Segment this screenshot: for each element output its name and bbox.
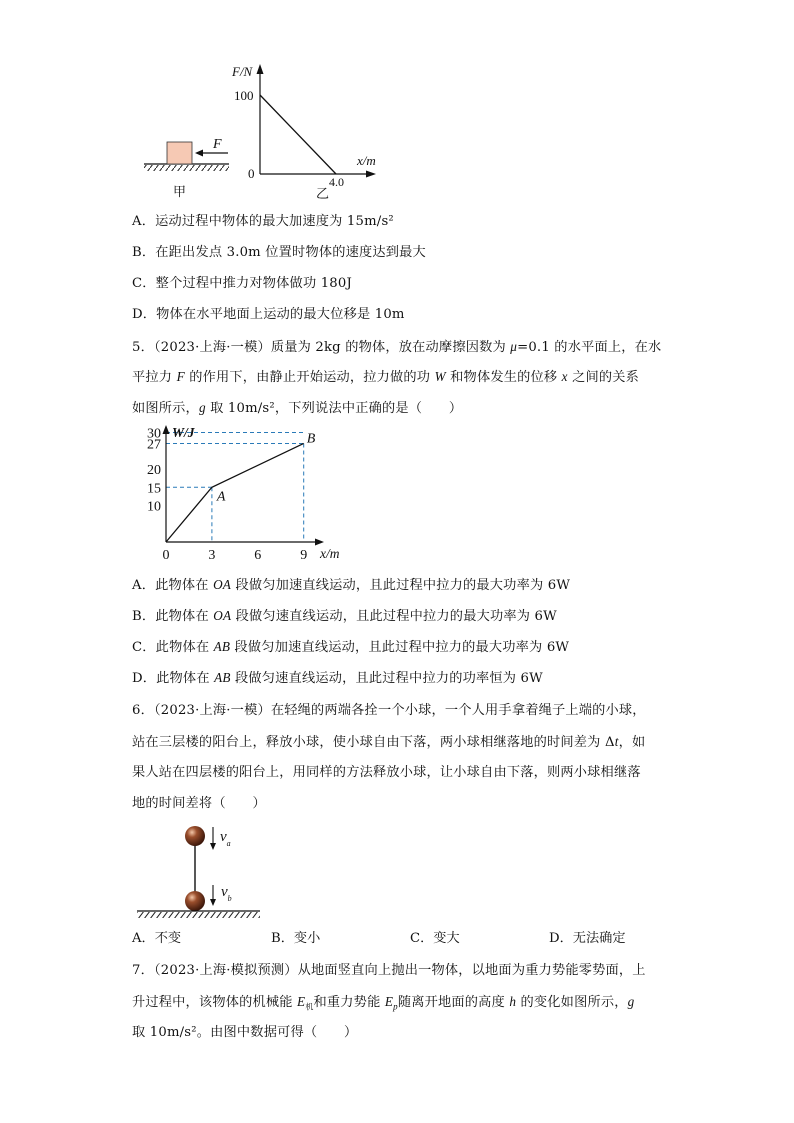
velocity-b: $v_b$ (221, 884, 232, 903)
wx-y-axis-label: W/J (172, 425, 195, 440)
force-figure (0, 0, 794, 210)
q6-option-c: C．变大 (410, 931, 460, 946)
q5-stem-line-2: 平拉力 F 的作用下，由静止开始运动，拉力做的功 W 和物体发生的位移 x 之间的关系 (132, 369, 640, 385)
arrow-down-icon (210, 827, 216, 850)
arrow-down-icon (210, 885, 216, 906)
force-arrow (195, 150, 228, 157)
q6-option-a: A．不变 (132, 931, 182, 946)
wx-x-tick: 0 (162, 548, 170, 563)
wx-x-tick: 9 (300, 548, 308, 563)
balls-figure (0, 815, 794, 925)
q6-stem-line-2: 站在三层楼的阳台上，释放小球，使小球自由下落，两小球相继落地的时间差为 Δt，如 (132, 734, 646, 750)
wx-x-tick: 3 (208, 548, 216, 563)
q5-stem-line-1: 5．（2023·上海·一模）质量为 2kg 的物体，放在动摩擦因数为 μ=0.1 的水平面上，在水 (132, 339, 662, 355)
wx-y-tick: 20 (147, 463, 161, 478)
force-label: F (213, 137, 222, 152)
wx-point-label-b: B (306, 431, 316, 447)
wx-x-tick: 6 (254, 548, 262, 563)
q5-option-a: A．此物体在 OA 段做匀加速直线运动，且此过程中拉力的最大功率为 6W (132, 577, 571, 593)
q4-option-a: A．运动过程中物体的最大加速度为 15m/s² (132, 214, 394, 229)
block (167, 142, 192, 164)
q7-stem-line-3: 取 10m/s²。由图中数据可得（ ） (132, 1025, 358, 1040)
wx-y-tick: 27 (147, 437, 161, 453)
q4-option-d: D．物体在水平地面上运动的最大位移是 10m (132, 307, 405, 322)
fx-origin: 0 (248, 166, 255, 181)
q4-option-b: B．在距出发点 3.0m 位置时物体的速度达到最大 (132, 245, 426, 260)
wx-y-tick: 15 (147, 481, 161, 497)
q6-option-b: B．变小 (271, 931, 321, 946)
wx-chart (0, 420, 794, 570)
q5-stem-line-3: 如图所示，g 取 10m/s²，下列说法中正确的是（ ） (132, 400, 463, 416)
velocity-a: $v_a$ (220, 829, 231, 848)
label-yi: 乙 (316, 186, 330, 201)
ground-left (144, 164, 229, 171)
q7-stem-line-1: 7．（2023·上海·模拟预测）从地面竖直向上抛出一物体，以地面为重力势能零势面，上 (132, 963, 646, 978)
q5-option-d: D．此物体在 AB 段做匀速直线运动，且此过程中拉力的功率恒为 6W (132, 670, 543, 686)
wx-y-tick: 10 (147, 499, 161, 515)
fx-y-value: 100 (234, 88, 254, 103)
wx-x-axis-label: x/m (320, 546, 340, 561)
q5-option-c: C．此物体在 AB 段做匀加速直线运动，且此过程中拉力的最大功率为 6W (132, 639, 570, 655)
q4-option-c: C．整个过程中推力对物体做功 180J (132, 276, 352, 291)
label-jia: 甲 (173, 184, 187, 199)
wx-series-line (166, 443, 304, 542)
q6-option-d: D．无法确定 (549, 931, 626, 946)
q6-stem-line-3: 果人站在四层楼的阳台上，用同样的方法释放小球，让小球自由下落，则两小球相继落 (132, 765, 641, 780)
top-ball (185, 826, 205, 846)
q6-stem-line-4: 地的时间差将（ ） (132, 796, 266, 811)
bottom-ball (185, 891, 205, 911)
wx-point-label-a: A (216, 489, 226, 505)
q5-option-b: B．此物体在 OA 段做匀速直线运动，且此过程中拉力的最大功率为 6W (132, 608, 557, 624)
fx-line (260, 95, 336, 174)
ground-balls (137, 911, 260, 918)
fx-y-axis-label: F/N (232, 64, 253, 79)
fx-x-axis-label: x/m (357, 153, 376, 168)
fx-x-value: 4.0 (329, 175, 344, 189)
q7-stem-line-2: 升过程中，该物体的机械能 $E_机$和重力势能 $E_p$随离开地面的高度 h 的变化如图所示，g (132, 994, 635, 1012)
wx-y-tick: 30 (147, 426, 161, 442)
q6-stem-line-1: 6．（2023·上海·一模）在轻绳的两端各拴一个小球，一个人用手拿着绳子上端的小球， (132, 703, 646, 718)
